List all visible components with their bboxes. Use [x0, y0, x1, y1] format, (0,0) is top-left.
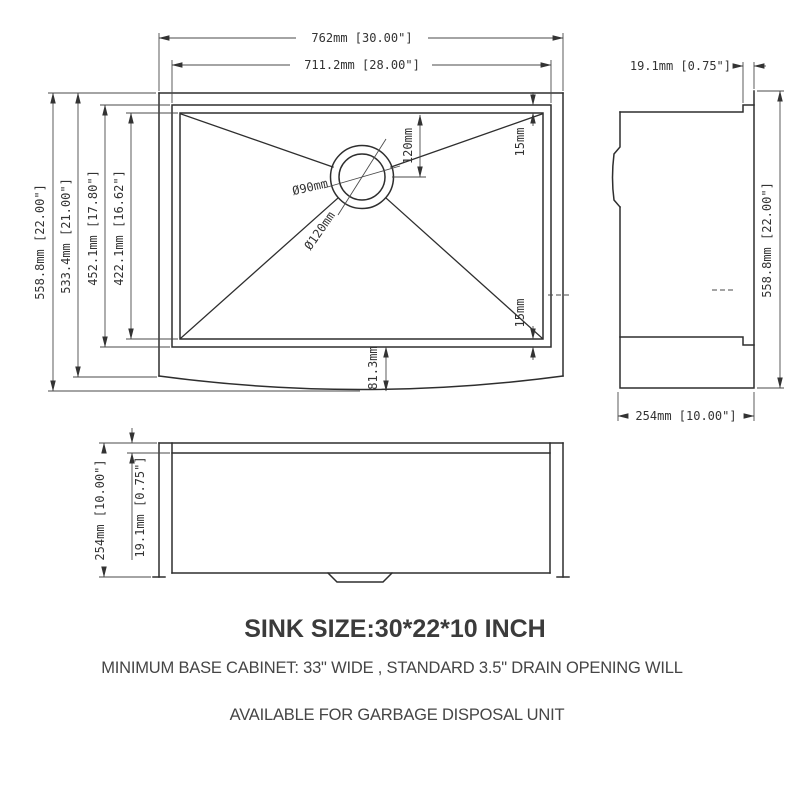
side-view [613, 59, 785, 423]
dim-side-height: 254mm [10.00"] [635, 409, 737, 423]
drain-inner-dia-leader [324, 166, 400, 188]
fold-line-bottom-left [181, 198, 338, 338]
dim-front-height: 254mm [10.00"] [93, 459, 107, 561]
dim-drain-outer-dia: Ø120mm [301, 208, 338, 253]
dim-front-rim-lip: 19.1mm [0.75"] [133, 456, 147, 558]
dim-rim-depth: 533.4mm [21.00"] [59, 178, 73, 294]
dim-drain-offset: 120mm [401, 127, 415, 165]
top-view-apron-curve [159, 376, 563, 390]
dim-drain-inner-dia: Ø90mm [290, 176, 330, 198]
top-view [33, 31, 572, 391]
dim-side-depth: 558.8mm [22.00"] [760, 182, 774, 298]
front-view [93, 428, 569, 582]
front-drain-boss [328, 573, 392, 582]
dim-side-rim-lip: 19.1mm [0.75"] [629, 59, 731, 73]
side-left-edge-bulge [613, 112, 621, 207]
dim-apron-bulge: 81.3mm [366, 346, 380, 390]
dim-corner-radius-top: 15mm [513, 127, 527, 157]
bowl-inner-rect [180, 113, 543, 339]
side-bottom-step [620, 337, 754, 345]
note-line-1: MINIMUM BASE CABINET: 33" WIDE , STANDARD 3.5" DRAIN OPENING WILL [101, 659, 683, 677]
fold-line-top-left [181, 114, 333, 167]
bowl-outer-rect [172, 105, 551, 347]
size-title: SINK SIZE:30*22*10 INCH [244, 615, 546, 643]
side-right-bottom-edges [620, 91, 754, 388]
notes-block [101, 615, 683, 724]
note-line-2: AVAILABLE FOR GARBAGE DISPOSAL UNIT [229, 706, 565, 724]
dim-bowl-inner-depth: 422.1mm [16.62"] [112, 170, 126, 286]
dim-corner-radius-bottom: 15mm [513, 298, 527, 328]
dim-overall-depth: 558.8mm [22.00"] [33, 184, 47, 300]
dim-bowl-outer-depth: 452.1mm [17.80"] [86, 170, 100, 286]
dim-bowl-width: 711.2mm [28.00"] [304, 58, 420, 72]
side-top-step [620, 105, 754, 112]
dim-overall-width: 762mm [30.00"] [311, 31, 413, 45]
